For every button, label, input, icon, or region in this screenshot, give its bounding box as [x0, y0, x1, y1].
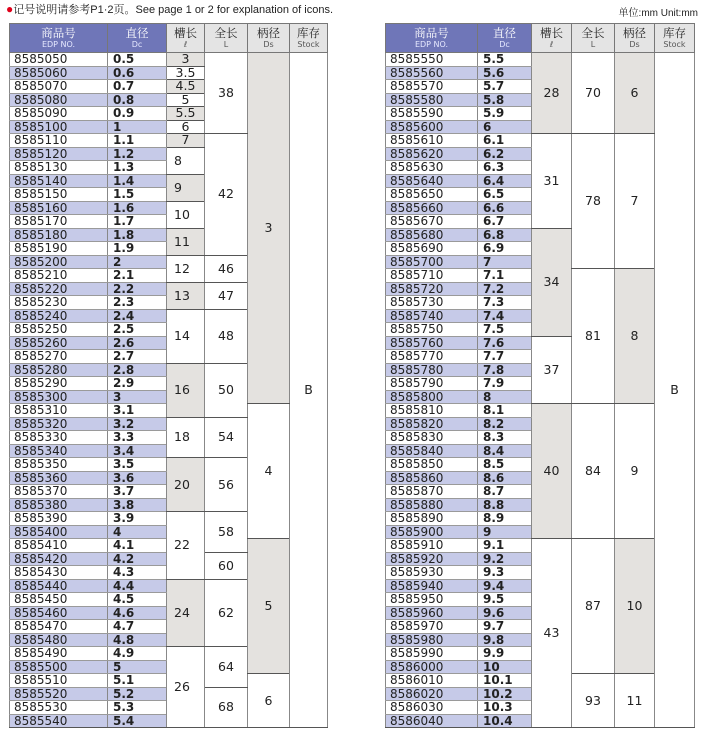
edp-number: 8585470 — [10, 620, 108, 634]
diameter-value: 2.8 — [108, 363, 167, 377]
edp-number: 8585950 — [386, 593, 478, 607]
header-total-length: 全长 L — [572, 24, 615, 53]
flute-length-value: 10 — [167, 201, 205, 228]
edp-number: 8585750 — [386, 323, 478, 337]
diameter-value: 8.8 — [478, 498, 532, 512]
edp-number: 8585670 — [386, 215, 478, 229]
edp-number: 8585970 — [386, 620, 478, 634]
edp-number: 8585260 — [10, 336, 108, 350]
edp-number: 8585090 — [10, 107, 108, 121]
diameter-value: 9.8 — [478, 633, 532, 647]
shank-dia-value: 10 — [615, 539, 655, 674]
edp-number: 8585080 — [10, 93, 108, 107]
diameter-value: 7.5 — [478, 323, 532, 337]
edp-number: 8585500 — [10, 660, 108, 674]
edp-number: 8585580 — [386, 93, 478, 107]
diameter-value: 6.5 — [478, 188, 532, 202]
edp-number: 8586010 — [386, 674, 478, 688]
edp-number: 8585860 — [386, 471, 478, 485]
diameter-value: 9.1 — [478, 539, 532, 553]
header-shank-dia: 柄径 Ds — [248, 24, 290, 53]
edp-number: 8585550 — [386, 53, 478, 67]
diameter-value: 7.4 — [478, 309, 532, 323]
edp-number: 8585830 — [386, 431, 478, 445]
edp-number: 8585390 — [10, 512, 108, 526]
diameter-value: 6.2 — [478, 147, 532, 161]
edp-number: 8585870 — [386, 485, 478, 499]
flute-length-value: 20 — [167, 458, 205, 512]
diameter-value: 1.5 — [108, 188, 167, 202]
diameter-value: 2.2 — [108, 282, 167, 296]
diameter-value: 2.3 — [108, 296, 167, 310]
edp-number: 8585210 — [10, 269, 108, 283]
diameter-value: 6.6 — [478, 201, 532, 215]
diameter-value: 5 — [108, 660, 167, 674]
edp-number: 8585270 — [10, 350, 108, 364]
edp-number: 8585280 — [10, 363, 108, 377]
edp-number: 8585420 — [10, 552, 108, 566]
edp-number: 8585150 — [10, 188, 108, 202]
total-length-value: 70 — [572, 53, 615, 134]
diameter-value: 6.8 — [478, 228, 532, 242]
flute-length-value: 3.5 — [167, 66, 205, 80]
diameter-value: 2.4 — [108, 309, 167, 323]
diameter-value: 10 — [478, 660, 532, 674]
edp-number: 8585640 — [386, 174, 478, 188]
edp-number: 8585960 — [386, 606, 478, 620]
total-length-value: 42 — [205, 134, 248, 256]
edp-number: 8585660 — [386, 201, 478, 215]
stock-value: B — [655, 53, 695, 728]
diameter-value: 1.3 — [108, 161, 167, 175]
flute-length-value: 5 — [167, 93, 205, 107]
edp-number: 8585880 — [386, 498, 478, 512]
diameter-value: 4.7 — [108, 620, 167, 634]
edp-number: 8585560 — [386, 66, 478, 80]
edp-number: 8585780 — [386, 363, 478, 377]
header-dc: 直径 Dc — [108, 24, 167, 53]
diameter-value: 8.5 — [478, 458, 532, 472]
diameter-value: 2.5 — [108, 323, 167, 337]
diameter-value: 3.3 — [108, 431, 167, 445]
diameter-value: 7.1 — [478, 269, 532, 283]
edp-number: 8585910 — [386, 539, 478, 553]
spec-table-left — [9, 23, 328, 728]
total-length-value: 62 — [205, 579, 248, 647]
diameter-value: 5.1 — [108, 674, 167, 688]
diameter-value: 9 — [478, 525, 532, 539]
shank-dia-value: 8 — [615, 269, 655, 404]
edp-number: 8585330 — [10, 431, 108, 445]
diameter-value: 0.5 — [108, 53, 167, 67]
flute-length-value: 43 — [532, 539, 572, 728]
edp-number: 8585350 — [10, 458, 108, 472]
diameter-value: 8.7 — [478, 485, 532, 499]
flute-length-value: 22 — [167, 512, 205, 580]
diameter-value: 1.2 — [108, 147, 167, 161]
edp-number: 8585200 — [10, 255, 108, 269]
total-length-value: 64 — [205, 647, 248, 688]
edp-number: 8585820 — [386, 417, 478, 431]
flute-length-value: 26 — [167, 647, 205, 728]
diameter-value: 6.3 — [478, 161, 532, 175]
edp-number: 8585100 — [10, 120, 108, 134]
flute-length-value: 7 — [167, 134, 205, 148]
edp-number: 8585700 — [386, 255, 478, 269]
diameter-value: 2.6 — [108, 336, 167, 350]
header-dc: 直径 Dc — [478, 24, 532, 53]
edp-number: 8585300 — [10, 390, 108, 404]
diameter-value: 6.9 — [478, 242, 532, 256]
edp-number: 8585900 — [386, 525, 478, 539]
edp-number: 8585140 — [10, 174, 108, 188]
edp-number: 8585400 — [10, 525, 108, 539]
edp-number: 8585540 — [10, 714, 108, 728]
shank-dia-value: 7 — [615, 134, 655, 269]
edp-number: 8585800 — [386, 390, 478, 404]
header-flute-length: 槽长 ℓ — [532, 24, 572, 53]
diameter-value: 1 — [108, 120, 167, 134]
stock-value: B — [290, 53, 328, 728]
flute-length-value: 11 — [167, 228, 205, 255]
diameter-value: 10.3 — [478, 701, 532, 715]
edp-number: 8585930 — [386, 566, 478, 580]
edp-number: 8585290 — [10, 377, 108, 391]
diameter-value: 8 — [478, 390, 532, 404]
diameter-value: 8.6 — [478, 471, 532, 485]
diameter-value: 1.9 — [108, 242, 167, 256]
diameter-value: 10.2 — [478, 687, 532, 701]
header-stock: 库存 Stock — [290, 24, 328, 53]
diameter-value: 8.4 — [478, 444, 532, 458]
red-bullet-icon: ● — [6, 2, 14, 16]
edp-number: 8585190 — [10, 242, 108, 256]
diameter-value: 1.8 — [108, 228, 167, 242]
diameter-value: 4.8 — [108, 633, 167, 647]
edp-number: 8585170 — [10, 215, 108, 229]
total-length-value: 93 — [572, 674, 615, 728]
diameter-value: 8.2 — [478, 417, 532, 431]
flute-length-value: 14 — [167, 309, 205, 363]
diameter-value: 2.7 — [108, 350, 167, 364]
edp-number: 8585650 — [386, 188, 478, 202]
flute-length-value: 40 — [532, 404, 572, 539]
diameter-value: 4 — [108, 525, 167, 539]
total-length-value: 48 — [205, 309, 248, 363]
total-length-value: 47 — [205, 282, 248, 309]
unit-label: 单位:mm Unit:mm — [618, 8, 698, 19]
flute-length-value: 34 — [532, 228, 572, 336]
edp-number: 8585530 — [10, 701, 108, 715]
total-length-value: 58 — [205, 512, 248, 553]
edp-number: 8585160 — [10, 201, 108, 215]
edp-number: 8585070 — [10, 80, 108, 94]
edp-number: 8585060 — [10, 66, 108, 80]
diameter-value: 3 — [108, 390, 167, 404]
edp-number: 8585110 — [10, 134, 108, 148]
edp-number: 8585720 — [386, 282, 478, 296]
total-length-value: 38 — [205, 53, 248, 134]
diameter-value: 0.8 — [108, 93, 167, 107]
shank-dia-value: 11 — [615, 674, 655, 728]
diameter-value: 9.9 — [478, 647, 532, 661]
header-edp: 商品号 EDP NO. — [386, 24, 478, 53]
edp-number: 8585770 — [386, 350, 478, 364]
diameter-value: 8.3 — [478, 431, 532, 445]
diameter-value: 3.4 — [108, 444, 167, 458]
shank-dia-value: 6 — [248, 674, 290, 728]
edp-number: 8585680 — [386, 228, 478, 242]
flute-length-value: 13 — [167, 282, 205, 309]
header-shank-dia: 柄径 Ds — [615, 24, 655, 53]
diameter-value: 4.6 — [108, 606, 167, 620]
edp-number: 8585980 — [386, 633, 478, 647]
edp-number: 8585410 — [10, 539, 108, 553]
diameter-value: 3.7 — [108, 485, 167, 499]
diameter-value: 4.3 — [108, 566, 167, 580]
total-length-value: 78 — [572, 134, 615, 269]
edp-number: 8585690 — [386, 242, 478, 256]
diameter-value: 5.9 — [478, 107, 532, 121]
diameter-value: 3.1 — [108, 404, 167, 418]
edp-number: 8586030 — [386, 701, 478, 715]
edp-number: 8585490 — [10, 647, 108, 661]
diameter-value: 5.4 — [108, 714, 167, 728]
diameter-value: 2.1 — [108, 269, 167, 283]
edp-number: 8585740 — [386, 309, 478, 323]
total-length-value: 87 — [572, 539, 615, 674]
edp-number: 8585120 — [10, 147, 108, 161]
flute-length-value: 16 — [167, 363, 205, 417]
flute-length-value: 12 — [167, 255, 205, 282]
diameter-value: 3.2 — [108, 417, 167, 431]
header-stock: 库存 Stock — [655, 24, 695, 53]
edp-number: 8585340 — [10, 444, 108, 458]
edp-number: 8585810 — [386, 404, 478, 418]
edp-number: 8586020 — [386, 687, 478, 701]
edp-number: 8585570 — [386, 80, 478, 94]
icon-note — [6, 2, 333, 17]
edp-number: 8585840 — [386, 444, 478, 458]
edp-number: 8586000 — [386, 660, 478, 674]
edp-number: 8585510 — [10, 674, 108, 688]
edp-number: 8585460 — [10, 606, 108, 620]
diameter-value: 9.4 — [478, 579, 532, 593]
flute-length-value: 8 — [167, 147, 205, 174]
diameter-value: 1.6 — [108, 201, 167, 215]
edp-number: 8585310 — [10, 404, 108, 418]
edp-number: 8586040 — [386, 714, 478, 728]
edp-number: 8585370 — [10, 485, 108, 499]
diameter-value: 7.9 — [478, 377, 532, 391]
edp-number: 8585710 — [386, 269, 478, 283]
edp-number: 8585250 — [10, 323, 108, 337]
shank-dia-value: 3 — [248, 53, 290, 404]
diameter-value: 3.8 — [108, 498, 167, 512]
diameter-value: 9.5 — [478, 593, 532, 607]
table-row — [386, 134, 695, 148]
total-length-value: 46 — [205, 255, 248, 282]
header-edp: 商品号 EDP NO. — [10, 24, 108, 53]
diameter-value: 1.4 — [108, 174, 167, 188]
edp-number: 8585520 — [10, 687, 108, 701]
edp-number: 8585920 — [386, 552, 478, 566]
diameter-value: 7.2 — [478, 282, 532, 296]
edp-number: 8585450 — [10, 593, 108, 607]
edp-number: 8585320 — [10, 417, 108, 431]
diameter-value: 10.4 — [478, 714, 532, 728]
total-length-value: 50 — [205, 363, 248, 417]
edp-number: 8585380 — [10, 498, 108, 512]
icon-note-text: 记号说明请参考P1·2页。See page 1 or 2 for explanation of icons. — [13, 4, 334, 16]
diameter-value: 3.5 — [108, 458, 167, 472]
spec-table-right — [385, 23, 695, 728]
table-row — [386, 404, 695, 418]
diameter-value: 9.7 — [478, 620, 532, 634]
edp-number: 8585630 — [386, 161, 478, 175]
flute-length-value: 24 — [167, 579, 205, 647]
header-row — [386, 24, 695, 53]
flute-length-value: 31 — [532, 134, 572, 229]
edp-number: 8585180 — [10, 228, 108, 242]
diameter-value: 5.3 — [108, 701, 167, 715]
flute-length-value: 6 — [167, 120, 205, 134]
table-row — [10, 53, 328, 67]
flute-length-value: 37 — [532, 336, 572, 404]
edp-number: 8585440 — [10, 579, 108, 593]
diameter-value: 3.6 — [108, 471, 167, 485]
diameter-value: 8.1 — [478, 404, 532, 418]
total-length-value: 84 — [572, 404, 615, 539]
diameter-value: 6.4 — [478, 174, 532, 188]
flute-length-value: 18 — [167, 417, 205, 458]
header-row — [10, 24, 328, 53]
diameter-value: 4.2 — [108, 552, 167, 566]
diameter-value: 3.9 — [108, 512, 167, 526]
diameter-value: 7.3 — [478, 296, 532, 310]
header-total-length: 全长 L — [205, 24, 248, 53]
total-length-value: 54 — [205, 417, 248, 458]
diameter-value: 5.5 — [478, 53, 532, 67]
diameter-value: 5.8 — [478, 93, 532, 107]
edp-number: 8585890 — [386, 512, 478, 526]
edp-number: 8585610 — [386, 134, 478, 148]
edp-number: 8585730 — [386, 296, 478, 310]
shank-dia-value: 4 — [248, 404, 290, 539]
total-length-value: 68 — [205, 687, 248, 728]
diameter-value: 7 — [478, 255, 532, 269]
diameter-value: 0.7 — [108, 80, 167, 94]
diameter-value: 1.1 — [108, 134, 167, 148]
diameter-value: 0.9 — [108, 107, 167, 121]
edp-number: 8585230 — [10, 296, 108, 310]
diameter-value: 6.7 — [478, 215, 532, 229]
edp-number: 8585590 — [386, 107, 478, 121]
shank-dia-value: 6 — [615, 53, 655, 134]
diameter-value: 7.7 — [478, 350, 532, 364]
diameter-value: 5.2 — [108, 687, 167, 701]
total-length-value: 56 — [205, 458, 248, 512]
diameter-value: 4.4 — [108, 579, 167, 593]
total-length-value: 60 — [205, 552, 248, 579]
edp-number: 8585220 — [10, 282, 108, 296]
diameter-value: 4.1 — [108, 539, 167, 553]
edp-number: 8585940 — [386, 579, 478, 593]
edp-number: 8585790 — [386, 377, 478, 391]
flute-length-value: 28 — [532, 53, 572, 134]
diameter-value: 9.6 — [478, 606, 532, 620]
diameter-value: 1.7 — [108, 215, 167, 229]
diameter-value: 10.1 — [478, 674, 532, 688]
diameter-value: 4.9 — [108, 647, 167, 661]
diameter-value: 7.6 — [478, 336, 532, 350]
edp-number: 8585130 — [10, 161, 108, 175]
edp-number: 8585360 — [10, 471, 108, 485]
shank-dia-value: 5 — [248, 539, 290, 674]
edp-number: 8585850 — [386, 458, 478, 472]
flute-length-value: 9 — [167, 174, 205, 201]
diameter-value: 9.3 — [478, 566, 532, 580]
diameter-value: 7.8 — [478, 363, 532, 377]
flute-length-value: 4.5 — [167, 80, 205, 94]
diameter-value: 6 — [478, 120, 532, 134]
edp-number: 8585990 — [386, 647, 478, 661]
diameter-value: 4.5 — [108, 593, 167, 607]
flute-length-value: 5.5 — [167, 107, 205, 121]
diameter-value: 5.7 — [478, 80, 532, 94]
edp-number: 8585600 — [386, 120, 478, 134]
edp-number: 8585430 — [10, 566, 108, 580]
edp-number: 8585240 — [10, 309, 108, 323]
total-length-value: 81 — [572, 269, 615, 404]
edp-number: 8585480 — [10, 633, 108, 647]
shank-dia-value: 9 — [615, 404, 655, 539]
diameter-value: 6.1 — [478, 134, 532, 148]
flute-length-value: 3 — [167, 53, 205, 67]
diameter-value: 2.9 — [108, 377, 167, 391]
edp-number: 8585760 — [386, 336, 478, 350]
diameter-value: 2 — [108, 255, 167, 269]
header-flute-length: 槽长 ℓ — [167, 24, 205, 53]
diameter-value: 5.6 — [478, 66, 532, 80]
table-row — [386, 53, 695, 67]
edp-number: 8585050 — [10, 53, 108, 67]
diameter-value: 9.2 — [478, 552, 532, 566]
diameter-value: 8.9 — [478, 512, 532, 526]
diameter-value: 0.6 — [108, 66, 167, 80]
table-row — [386, 539, 695, 553]
edp-number: 8585620 — [386, 147, 478, 161]
